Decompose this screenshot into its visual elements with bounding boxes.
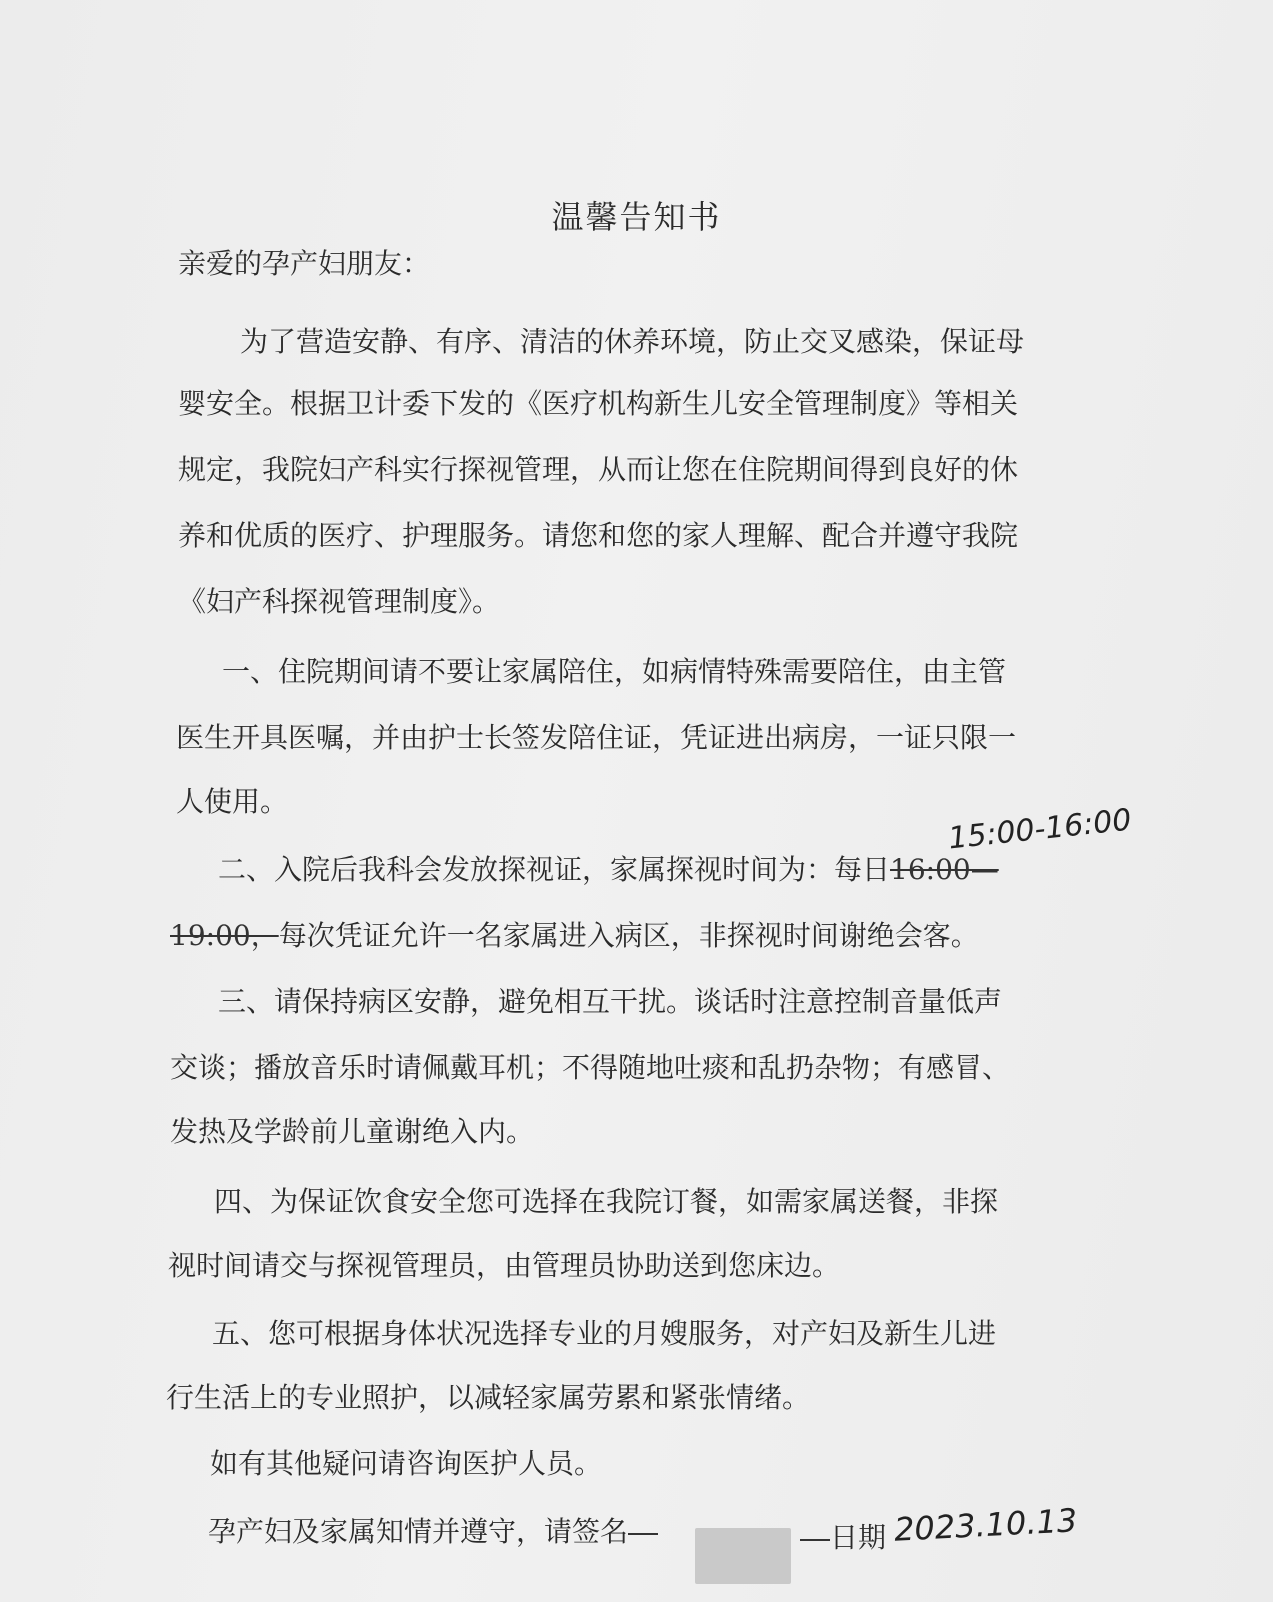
rule4-line-2: 视时间请交与探视管理员，由管理员协助送到您床边。: [168, 1249, 841, 1282]
date-underline: [800, 1539, 830, 1541]
intro-line-2: 婴安全。根据卫计委下发的《医疗机构新生儿安全管理制度》等相关: [178, 387, 1019, 420]
closing-line: 如有其他疑问请咨询医护人员。: [210, 1447, 603, 1480]
rule1-line-3: 人使用。: [176, 785, 289, 818]
intro-line-5: 《妇产科探视管理制度》。: [178, 585, 501, 618]
intro-line-4: 养和优质的医疗、护理服务。请您和您的家人理解、配合并遵守我院: [178, 519, 1019, 552]
rule3-line-2: 交谈；播放音乐时请佩戴耳机；不得随地吐痰和乱扔杂物；有感冒、: [170, 1051, 1011, 1084]
rule2-line-1: [218, 852, 999, 888]
handwritten-visit-time: 15:00-16:00: [946, 802, 1134, 857]
rule1-line-1: 一、住院期间请不要让家属陪住，如病情特殊需要陪住，由主管: [222, 655, 1007, 688]
rule3-line-3: 发热及学龄前儿童谢绝入内。: [170, 1115, 535, 1148]
struck-time-end: 19:00，: [170, 919, 279, 952]
handwritten-date: 2023.10.13: [893, 1501, 1079, 1549]
signature-underline: [628, 1533, 658, 1535]
rule1-line-2: 医生开具医嘱，并由护士长签发陪住证，凭证进出病房，一证只限一: [176, 721, 1017, 754]
date-label-text: 日期: [830, 1521, 887, 1554]
struck-time-start: 16:00—: [890, 853, 999, 886]
rule5-line-2: 行生活上的专业照护，以减轻家属劳累和紧张情绪。: [166, 1381, 811, 1414]
intro-line-3: 规定，我院妇产科实行探视管理，从而让您在住院期间得到良好的休: [178, 453, 1019, 486]
rule4-line-1: 四、为保证饮食安全您可选择在我院订餐，如需家属送餐，非探: [214, 1185, 999, 1218]
rule2-line-1-text: 二、入院后我科会发放探视证，家属探视时间为：每日: [218, 853, 891, 886]
date-label: [800, 1520, 886, 1556]
rule2-line-2-text: 每次凭证允许一名家属进入病区，非探视时间谢绝会客。: [278, 919, 979, 952]
signature-label-text: 孕产妇及家属知情并遵守，请签名: [208, 1515, 629, 1548]
rule3-line-1: 三、请保持病区安静，避免相互干扰。谈话时注意控制音量低声: [218, 985, 1003, 1018]
rule5-line-1: 五、您可根据身体状况选择专业的月嫂服务，对产妇及新生儿进: [212, 1317, 997, 1350]
document-title: 温馨告知书: [551, 198, 722, 236]
intro-line-1: 为了营造安静、有序、清洁的休养环境，防止交叉感染，保证母: [240, 325, 1025, 358]
redacted-signature: [695, 1528, 791, 1584]
greeting: 亲爱的孕产妇朋友：: [178, 247, 431, 280]
rule2-line-2: [170, 918, 979, 954]
signature-label: [208, 1514, 658, 1550]
